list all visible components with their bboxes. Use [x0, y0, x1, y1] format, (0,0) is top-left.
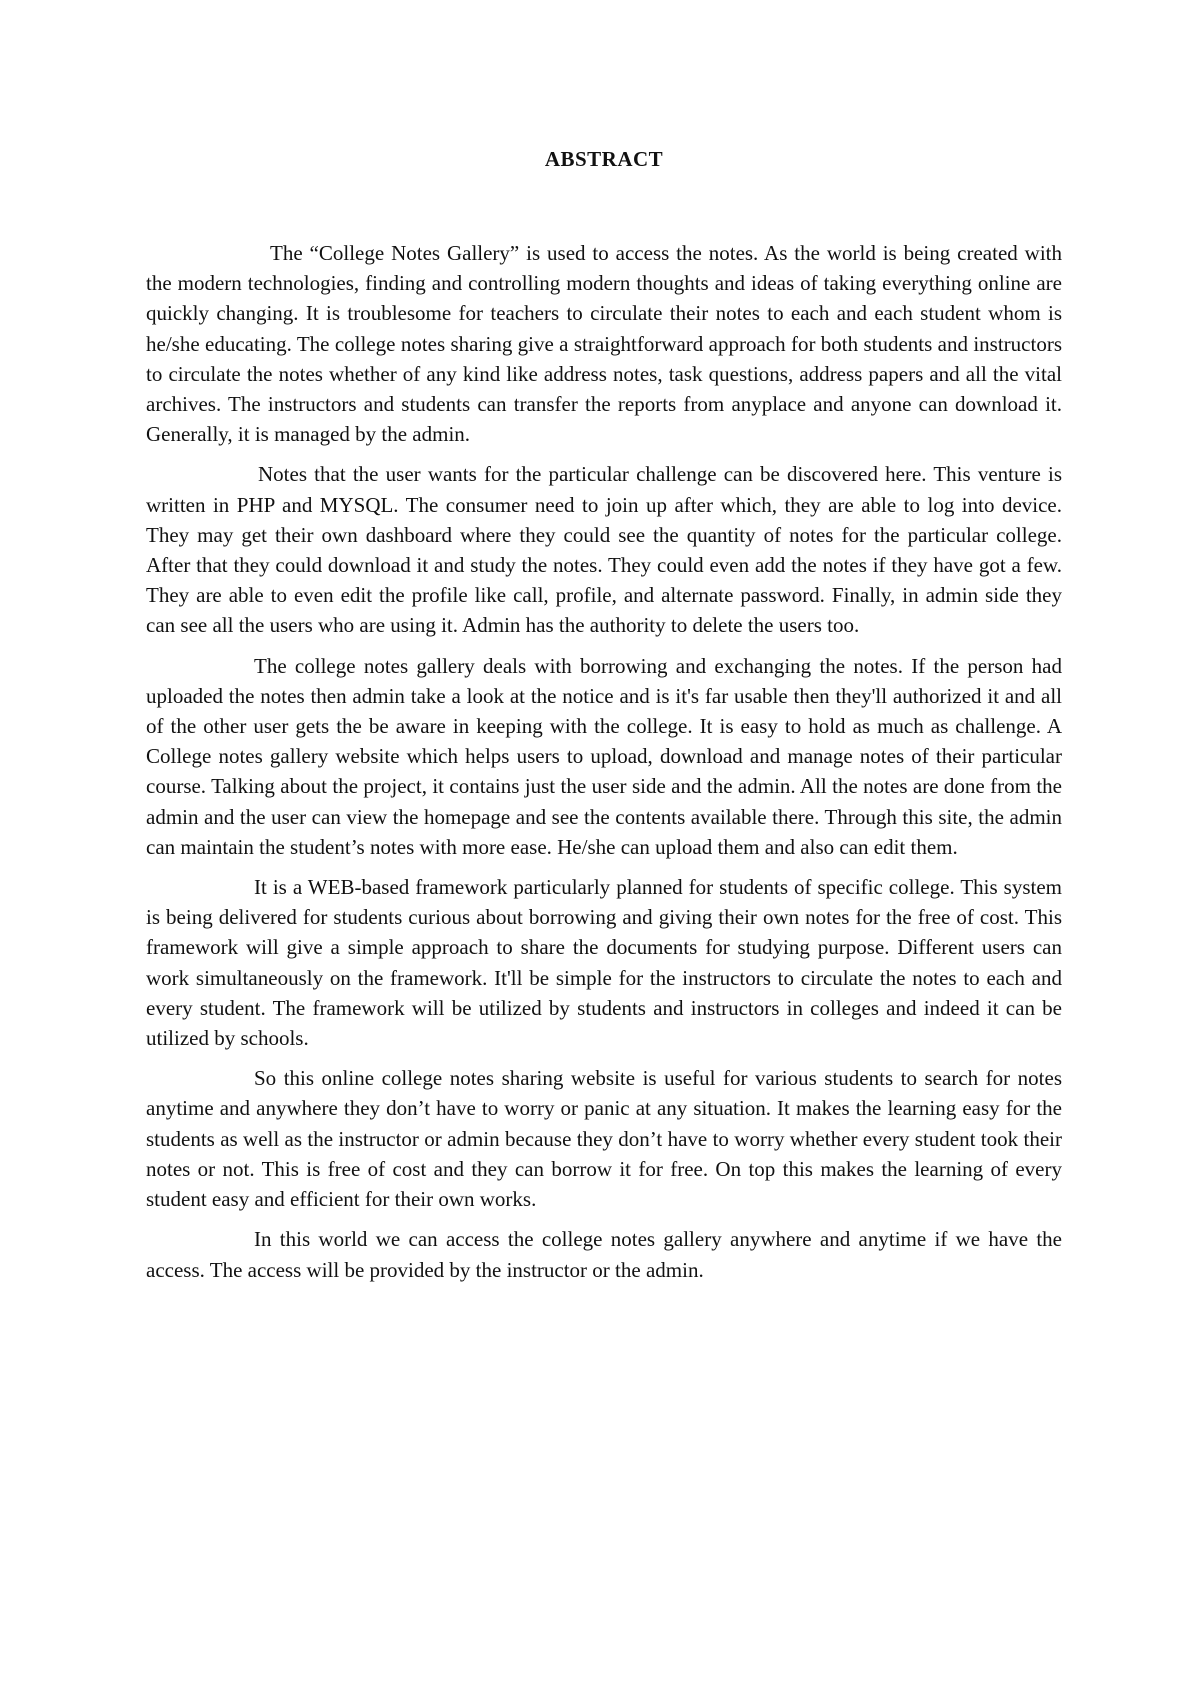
abstract-paragraph-1: The “College Notes Gallery” is used to access the notes. As the world is being created with the modern technologies, finding and controlling modern thoughts and ideas of taking everything online are quickly changing. It is troublesome for teachers to circulate their notes to each and each student whom is he/she educating. The college notes sharing give a straightforward approach for both students and instructors to circulate the notes whether of any kind like address notes, task questions, address papers and all the vital archives. The instructors and students can transfer the reports from anyplace and anyone can download it. Generally, it is managed by the admin.: [146, 241, 1062, 447]
abstract-paragraph-5: So this online college notes sharing website is useful for various students to search for notes anytime and anywhere they don’t have to worry or panic at any situation. It makes the learning easy for the students as well as the instructor or admin because they don’t have to worry whether every student took their notes or not. This is free of cost and they can borrow it for free. On top this makes the learning of every student easy and efficient for their own works.: [146, 1066, 1062, 1212]
abstract-paragraph-3: The college notes gallery deals with borrowing and exchanging the notes. If the person had uploaded the notes then admin take a look at the notice and is it's far usable then they'll authorized it and all of the other user gets the be aware in keeping with the college. It is easy to hold as much as challenge. A College notes gallery website which helps users to upload, download and manage notes of their particular course. Talking about the project, it contains just the user side and the admin. All the notes are done from the admin and the user can view the homepage and see the contents available there. Through this site, the admin can maintain the student’s notes with more ease. He/she can upload them and also can edit them.: [146, 653, 1062, 859]
document-body: [146, 140, 1062, 1295]
abstract-paragraph-6: In this world we can access the college notes gallery anywhere and anytime if we have the access. The access will be provided by the instructor or the admin.: [146, 1227, 1062, 1282]
abstract-title: ABSTRACT: [544, 147, 664, 171]
abstract-paragraph-2: Notes that the user wants for the particular challenge can be discovered here. This venture is written in PHP and MYSQL. The consumer need to join up after which, they are able to log into device. They may get their own dashboard where they could see the quantity of notes for the particular college. After that they could download it and study the notes. They could even add the notes if they have got a few. They are able to even edit the profile like call, profile, and alternate password. Finally, in admin side they can see all the users who are using it. Admin has the authority to delete the users too.: [146, 462, 1062, 638]
abstract-paragraph-4: It is a WEB-based framework particularly planned for students of specific college. This system is being delivered for students curious about borrowing and giving their own notes for the free of cost. This framework will give a simple approach to share the documents for studying purpose. Different users can work simultaneously on the framework. It'll be simple for the instructors to circulate the notes to each and every student. The framework will be utilized by students and instructors in colleges and indeed it can be utilized by schools.: [146, 875, 1062, 1051]
